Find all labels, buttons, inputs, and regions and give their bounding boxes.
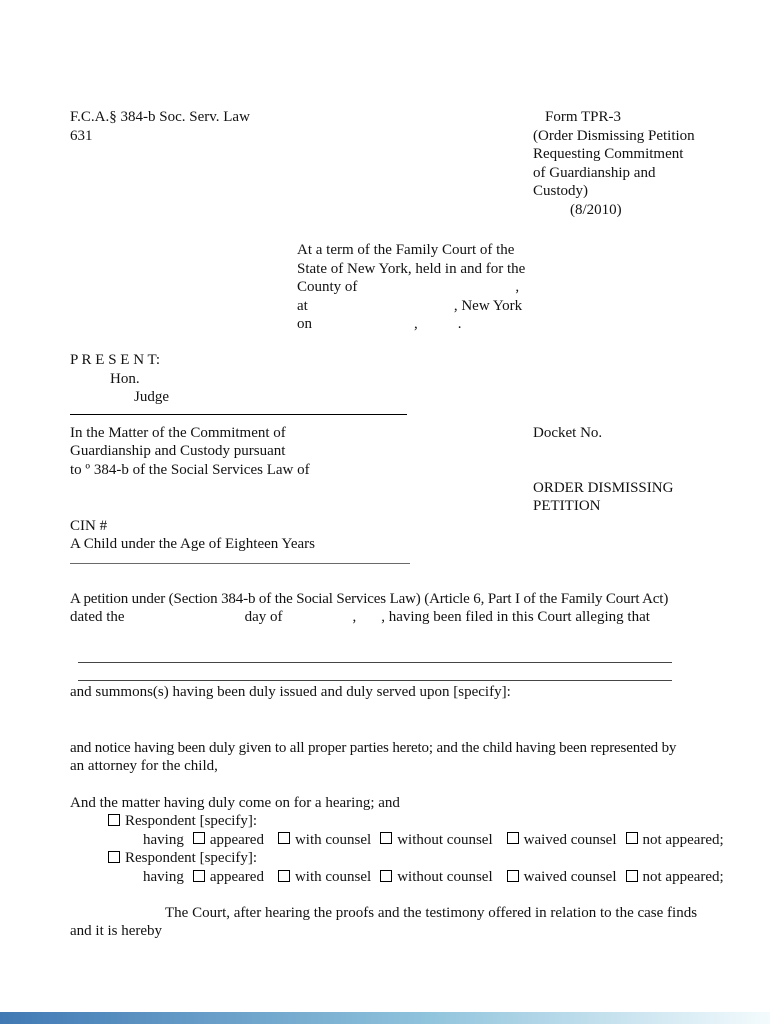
order-title-line-1: ORDER DISMISSING xyxy=(533,479,674,496)
petition-paragraph xyxy=(70,590,702,627)
form-title-line-3: of Guardianship and xyxy=(533,164,656,181)
form-title-line-4: Custody) xyxy=(533,183,589,200)
petition-line-1: A petition under (Section 384-b of the Social Services Law) (Article 6, Part I of the Family Court Act) xyxy=(70,590,669,607)
statute-line-2: 631 xyxy=(70,127,93,144)
term-line-2: State of New York, held in and for the xyxy=(297,260,526,277)
waived-counsel-option[interactable]: waived counsel xyxy=(523,831,617,848)
write-in-line-2[interactable] xyxy=(78,680,672,681)
respondent-1-line xyxy=(108,812,702,831)
present-heading: P R E S E N T: xyxy=(70,351,161,368)
notice-line-2: an attorney for the child, xyxy=(70,758,218,775)
form-identification xyxy=(533,108,703,220)
on-comma: , xyxy=(414,316,418,333)
form-revision-date: (8/2010) xyxy=(570,201,622,218)
not-appeared-checkbox-icon[interactable] xyxy=(626,832,638,844)
having-label: having xyxy=(143,869,184,886)
dated-comma: , xyxy=(352,609,357,626)
order-title xyxy=(533,479,673,516)
county-label: County of xyxy=(297,279,358,296)
respondent-2-checkbox-icon[interactable] xyxy=(108,851,120,863)
notice-paragraph xyxy=(70,739,702,776)
on-label: on xyxy=(297,316,312,333)
without-counsel-checkbox-icon[interactable] xyxy=(380,832,392,844)
statute-line-1: F.C.A.§ 384-b Soc. Serv. Law xyxy=(70,109,250,125)
document-content xyxy=(70,108,724,941)
having-label: having xyxy=(143,831,184,848)
judge-label: Judge xyxy=(134,389,169,406)
form-title-line-1: (Order Dismissing Petition xyxy=(533,127,695,144)
child-age-line: A Child under the Age of Eighteen Years xyxy=(70,536,315,553)
allegation-write-in-area xyxy=(78,662,672,681)
respondent-1-checkbox-icon[interactable] xyxy=(108,814,120,826)
on-period: . xyxy=(457,316,462,333)
cin-label[interactable]: CIN # xyxy=(70,517,108,534)
with-counsel-checkbox-icon[interactable] xyxy=(278,832,290,844)
term-location-line xyxy=(297,297,702,316)
waived-counsel-checkbox-icon[interactable] xyxy=(507,832,519,844)
waived-counsel-option[interactable]: waived counsel xyxy=(523,869,617,886)
notice-line-1: and notice having been duly given to all proper parties hereto; and the child having been represented by xyxy=(70,739,677,756)
form-number: Form TPR-3 xyxy=(545,109,621,125)
not-appeared-option[interactable]: not appeared; xyxy=(642,831,724,848)
term-clause xyxy=(297,241,702,334)
court-finding-line-1: The Court, after hearing the proofs and the testimony offered in relation to the case finds xyxy=(165,904,698,921)
court-finding-line-2: and it is hereby xyxy=(70,923,163,940)
hon-label: Hon. xyxy=(110,370,140,387)
with-counsel-option[interactable]: with counsel xyxy=(294,869,372,886)
term-county-line xyxy=(297,278,702,297)
filed-suffix: , having been filed in this Court alleging that xyxy=(381,609,650,626)
caption-bottom-rule xyxy=(70,563,410,564)
case-caption xyxy=(70,424,702,554)
page-edge-accent xyxy=(0,1012,770,1024)
matter-line-3: to º 384-b of the Social Services Law of xyxy=(70,461,310,478)
hearing-section xyxy=(70,794,724,887)
without-counsel-checkbox-icon[interactable] xyxy=(380,870,392,882)
waived-counsel-checkbox-icon[interactable] xyxy=(507,870,519,882)
day-of-label: day of xyxy=(244,609,283,626)
not-appeared-option[interactable]: not appeared; xyxy=(642,869,724,886)
caption-top-rule xyxy=(70,414,407,415)
dated-label: dated the xyxy=(70,609,125,626)
form-title-line-2: Requesting Commitment xyxy=(533,146,684,163)
respondent-2-appearance-line xyxy=(143,868,724,887)
not-appeared-checkbox-icon[interactable] xyxy=(626,870,638,882)
appeared-checkbox-icon[interactable] xyxy=(193,870,205,882)
respondent-1-appearance-line xyxy=(143,831,724,850)
without-counsel-option[interactable]: without counsel xyxy=(397,831,493,848)
respondent-2-line xyxy=(108,849,702,868)
write-in-gap xyxy=(78,663,672,680)
form-header xyxy=(70,108,702,220)
hearing-intro: And the matter having duly come on for a hearing; and xyxy=(70,794,400,811)
petition-dated-line xyxy=(70,608,702,627)
order-title-line-2: PETITION xyxy=(533,498,601,515)
with-counsel-checkbox-icon[interactable] xyxy=(278,870,290,882)
appeared-option[interactable]: appeared xyxy=(209,831,264,848)
summons-line: and summons(s) having been duly issued and duly served upon [specify]: xyxy=(70,683,511,700)
at-suffix: , New York xyxy=(453,297,523,314)
respondent-1-label[interactable]: Respondent [specify]: xyxy=(125,813,258,830)
court-finding-paragraph xyxy=(70,904,702,941)
matter-line-2: Guardianship and Custody pursuant xyxy=(70,443,286,460)
appeared-checkbox-icon[interactable] xyxy=(193,832,205,844)
without-counsel-option[interactable]: without counsel xyxy=(397,869,493,886)
county-comma: , xyxy=(515,279,520,296)
term-line-1: At a term of the Family Court of the xyxy=(297,242,515,258)
term-date-line xyxy=(297,315,702,334)
matter-line-1: In the Matter of the Commitment of xyxy=(70,424,286,441)
with-counsel-option[interactable]: with counsel xyxy=(294,831,372,848)
present-block xyxy=(70,351,702,407)
at-label: at xyxy=(297,297,308,314)
respondent-2-label[interactable]: Respondent [specify]: xyxy=(125,850,258,867)
docket-number-label[interactable]: Docket No. xyxy=(533,424,603,441)
appeared-option[interactable]: appeared xyxy=(209,869,264,886)
